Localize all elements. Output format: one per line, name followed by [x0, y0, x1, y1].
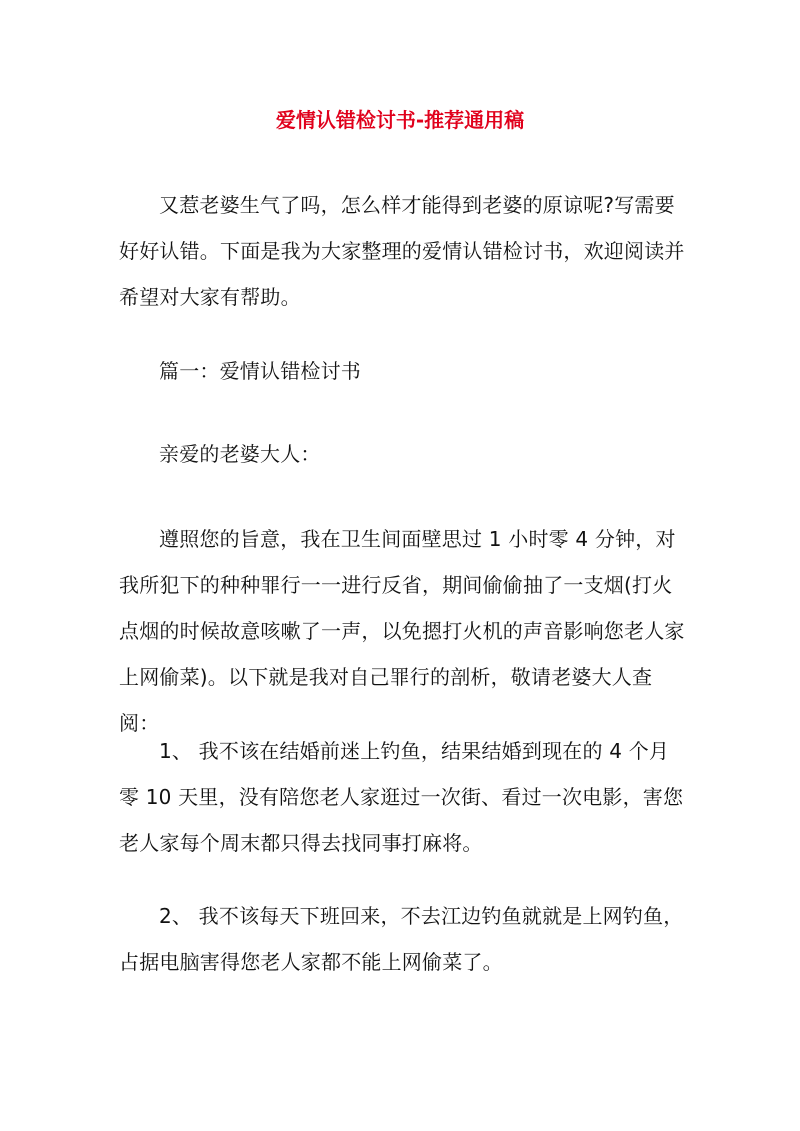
list-item-2: 2、 我不该每天下班回来，不去江边钓鱼就就是上网钓鱼，占据电脑害得您老人家都不能上网偷菜了。 [119, 904, 684, 974]
section-heading: 篇一：爱情认错检讨书 [159, 359, 361, 383]
intro-paragraph: 又惹老婆生气了吗，怎么样才能得到老婆的原谅呢?写需要好好认错。下面是我为大家整理的爱情认错检讨书，欢迎阅读并希望对大家有帮助。 [119, 193, 685, 309]
body-paragraph: 遵照您的旨意，我在卫生间面壁思过 1 小时零 4 分钟，对我所犯下的种种罪行一一进行反省，期间偷偷抽了一支烟(打火点烟的时候故意咳嗽了一声，以免摁打火机的声音影响您老人家上网偷菜)。以下就是我对自己罪行的剖析，敬请老婆大人查阅： [119, 527, 685, 735]
document-title: 爱情认错检讨书-推荐通用稿 [275, 108, 525, 132]
list-item-1: 1、 我不该在结婚前迷上钓鱼，结果结婚到现在的 4 个月零 10 天里，没有陪您老人家逛过一次街、看过一次电影，害您老人家每个周末都只得去找同事打麻将。 [119, 739, 684, 855]
greeting-paragraph: 亲爱的老婆大人： [159, 442, 321, 466]
